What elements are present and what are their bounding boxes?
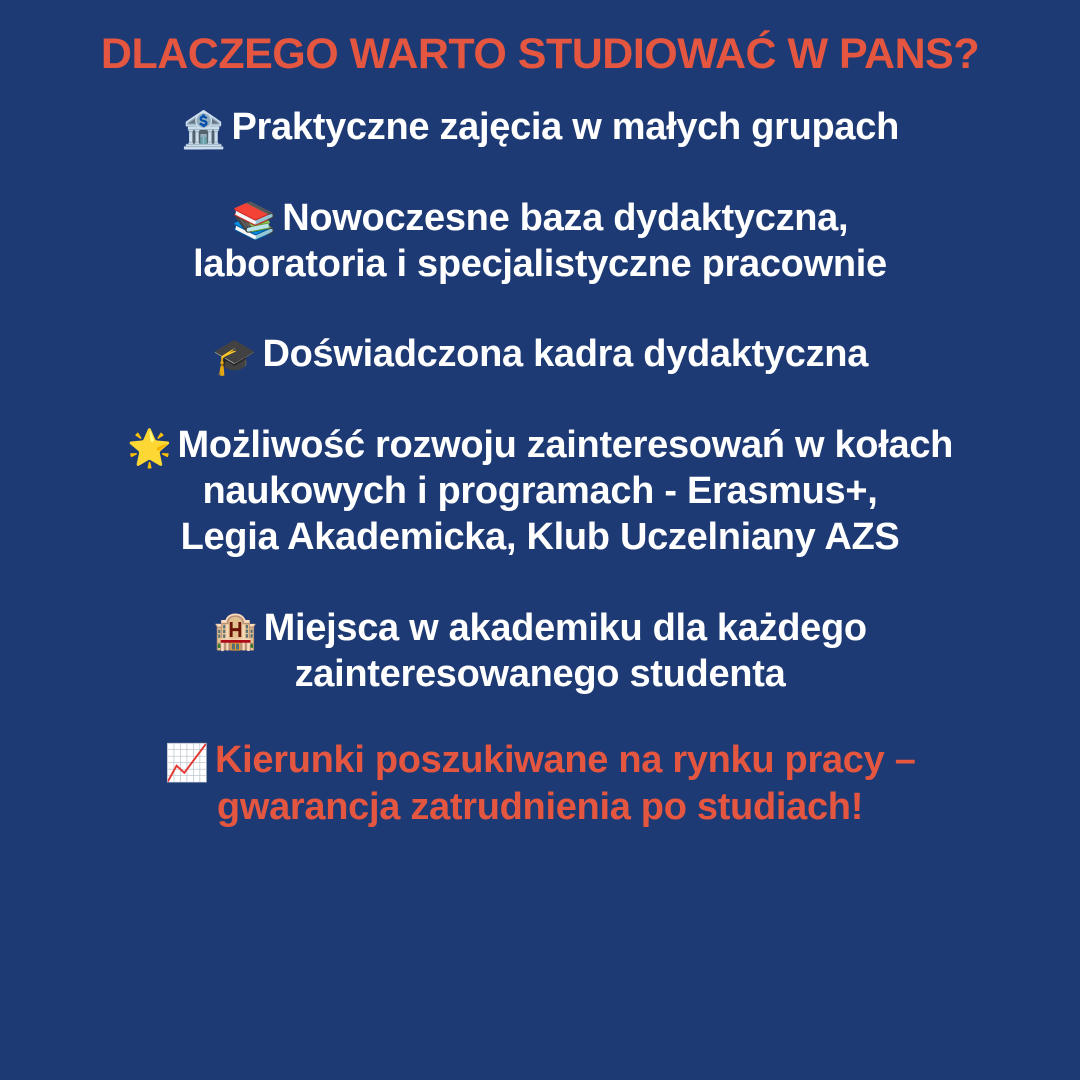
list-item xyxy=(16,195,1064,288)
benefit-text: Praktyczne zajęcia w małych grupach xyxy=(231,106,899,149)
list-item-highlight xyxy=(16,737,1064,830)
list-item xyxy=(16,605,1064,698)
benefit-line xyxy=(30,104,1050,150)
graduation-cap-icon: 🎓 xyxy=(211,336,257,378)
benefit-text: Możliwość rozwoju zainteresowań w kołach xyxy=(177,423,954,466)
list-item xyxy=(16,104,1064,150)
benefit-text: Doświadczona kadra dydaktyczna xyxy=(262,333,869,376)
benefits-list xyxy=(16,104,1064,830)
benefit-text: laboratoria i specjalistyczne pracownie xyxy=(193,242,887,285)
benefit-line xyxy=(30,331,1050,377)
benefit-text: Kierunki poszukiwane na rynku pracy – xyxy=(214,739,916,782)
benefit-line xyxy=(30,605,1050,651)
benefit-text: Nowoczesne baza dydaktyczna, xyxy=(282,196,849,239)
bank-building-icon: 🏦 xyxy=(180,109,226,151)
list-item xyxy=(16,331,1064,377)
benefit-line xyxy=(30,195,1050,241)
page-title: DLACZEGO WARTO STUDIOWAĆ W PANS? xyxy=(100,30,980,78)
books-icon: 📚 xyxy=(231,199,277,241)
list-item xyxy=(16,422,1064,561)
benefit-text: zainteresowanego studenta xyxy=(294,653,786,696)
chart-increasing-icon: 📈 xyxy=(164,742,209,784)
benefit-text: Miejsca w akademiku dla każdego xyxy=(263,606,867,649)
hotel-building-icon: 🏨 xyxy=(213,609,258,651)
benefit-line xyxy=(30,422,1050,468)
benefit-text: Legia Akademicka, Klub Uczelniany AZS xyxy=(180,516,900,559)
benefit-line xyxy=(30,737,1050,783)
sun-icon: 🌟 xyxy=(126,426,172,468)
benefit-text: gwarancja zatrudnienia po studiach! xyxy=(216,785,864,828)
benefit-text: naukowych i programach - Erasmus+, xyxy=(202,469,878,512)
